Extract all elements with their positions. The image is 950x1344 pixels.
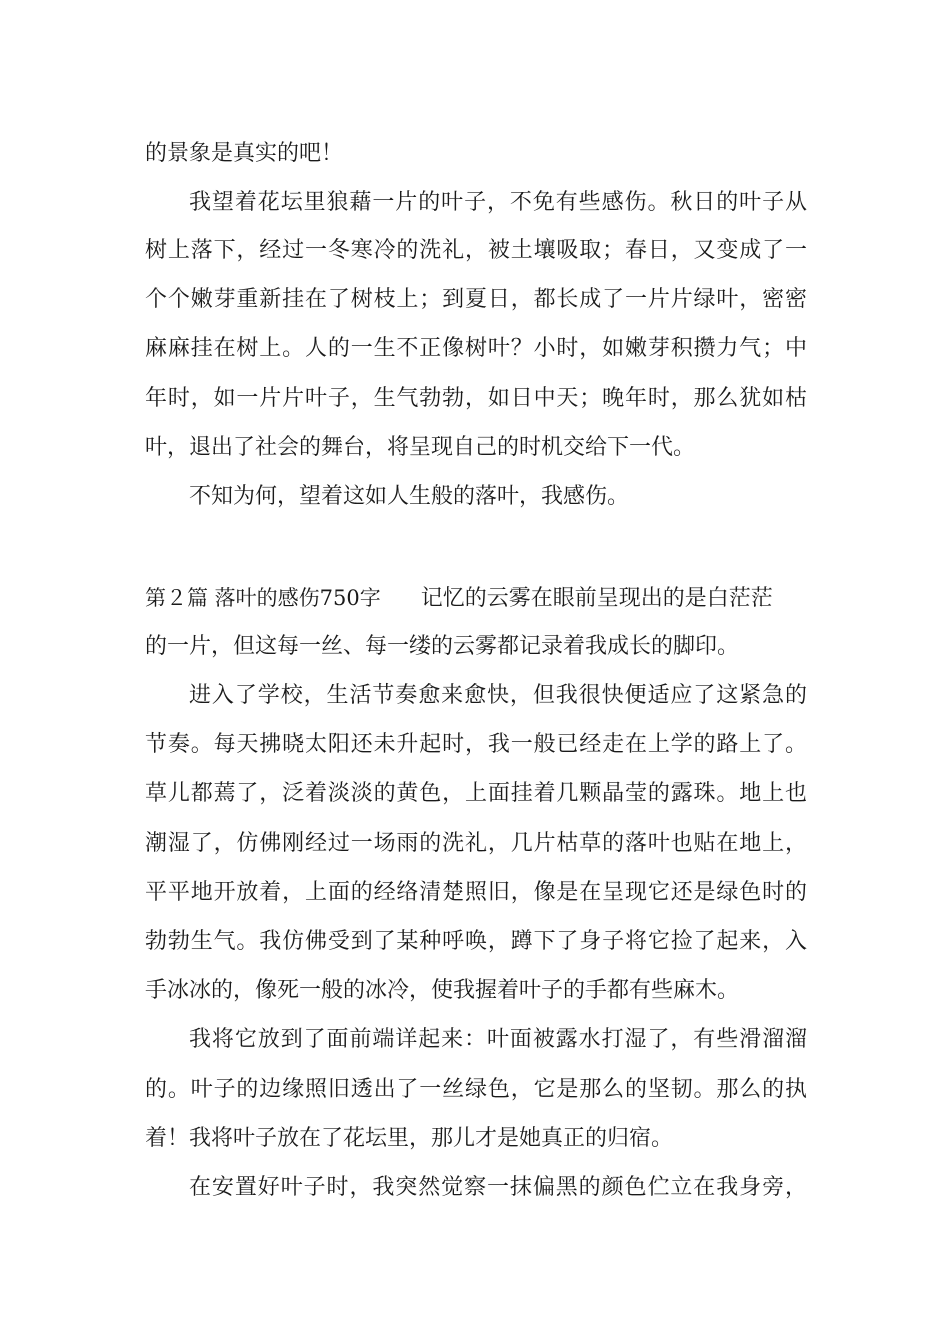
paragraph-line: 叶，退出了社会的舞台，将呈现自己的时机交给下一代。 (145, 435, 696, 460)
paragraph-line: 的。叶子的边缘照旧透出了一丝绿色，它是那么的坚韧。那么的执 (145, 1077, 807, 1102)
paragraph-line: 进入了学校，生活节奏愈来愈快，但我很快便适应了这紧急的 (189, 683, 807, 708)
paragraph-line: 我将它放到了面前端详起来：叶面被露水打湿了，有些滑溜溜 (189, 1027, 807, 1052)
paragraph-line: 平平地开放着，上面的经络清楚照旧，像是在呈现它还是绿色时的 (145, 880, 807, 905)
paragraph-line: 节奏。每天拂晓太阳还未升起时，我一般已经走在上学的路上了。 (145, 732, 807, 757)
paragraph-line: 潮湿了，仿佛刚经过一场雨的洗礼，几片枯草的落叶也贴在地上， (145, 831, 807, 856)
section-heading-line (145, 583, 807, 614)
section-first-line-text: 记忆的云雾在眼前呈现出的是白茫茫 (420, 586, 773, 611)
paragraph-line: 的景象是真实的吧！ (145, 141, 344, 166)
paragraph-line: 个个嫩芽重新挂在了树枝上；到夏日，都长成了一片片绿叶，密密 (145, 287, 807, 312)
paragraph-line: 麻麻挂在树上。人的一生不正像树叶？小时，如嫩芽积攒力气；中 (145, 336, 807, 361)
section-title: 第２篇 落叶的感伤750字 (145, 586, 381, 610)
paragraph-line: 草儿都蔫了，泛着淡淡的黄色，上面挂着几颗晶莹的露珠。地上也 (145, 781, 807, 806)
paragraph-line: 在安置好叶子时，我突然觉察一抹偏黑的颜色伫立在我身旁， (189, 1175, 807, 1200)
paragraph-line: 勃勃生气。我仿佛受到了某种呼唤，蹲下了身子将它捡了起来，入 (145, 929, 807, 954)
paragraph-line: 树上落下，经过一冬寒冷的洗礼，被土壤吸取；春日，又变成了一 (145, 238, 807, 263)
paragraph-line: 我望着花坛里狼藉一片的叶子，不免有些感伤。秋日的叶子从 (189, 190, 807, 215)
paragraph-line: 手冰冰的，像死一般的冰冷，使我握着叶子的手都有些麻木。 (145, 978, 740, 1003)
paragraph-line: 着！我将叶子放在了花坛里，那儿才是她真正的归宿。 (145, 1126, 674, 1151)
paragraph-line: 的一片，但这每一丝、每一缕的云雾都记录着我成长的脚印。 (145, 634, 740, 659)
paragraph-line: 年时，如一片片叶子，生气勃勃，如日中天；晚年时，那么犹如枯 (145, 386, 807, 411)
paragraph-line: 不知为何，望着这如人生般的落叶，我感伤。 (189, 484, 630, 509)
